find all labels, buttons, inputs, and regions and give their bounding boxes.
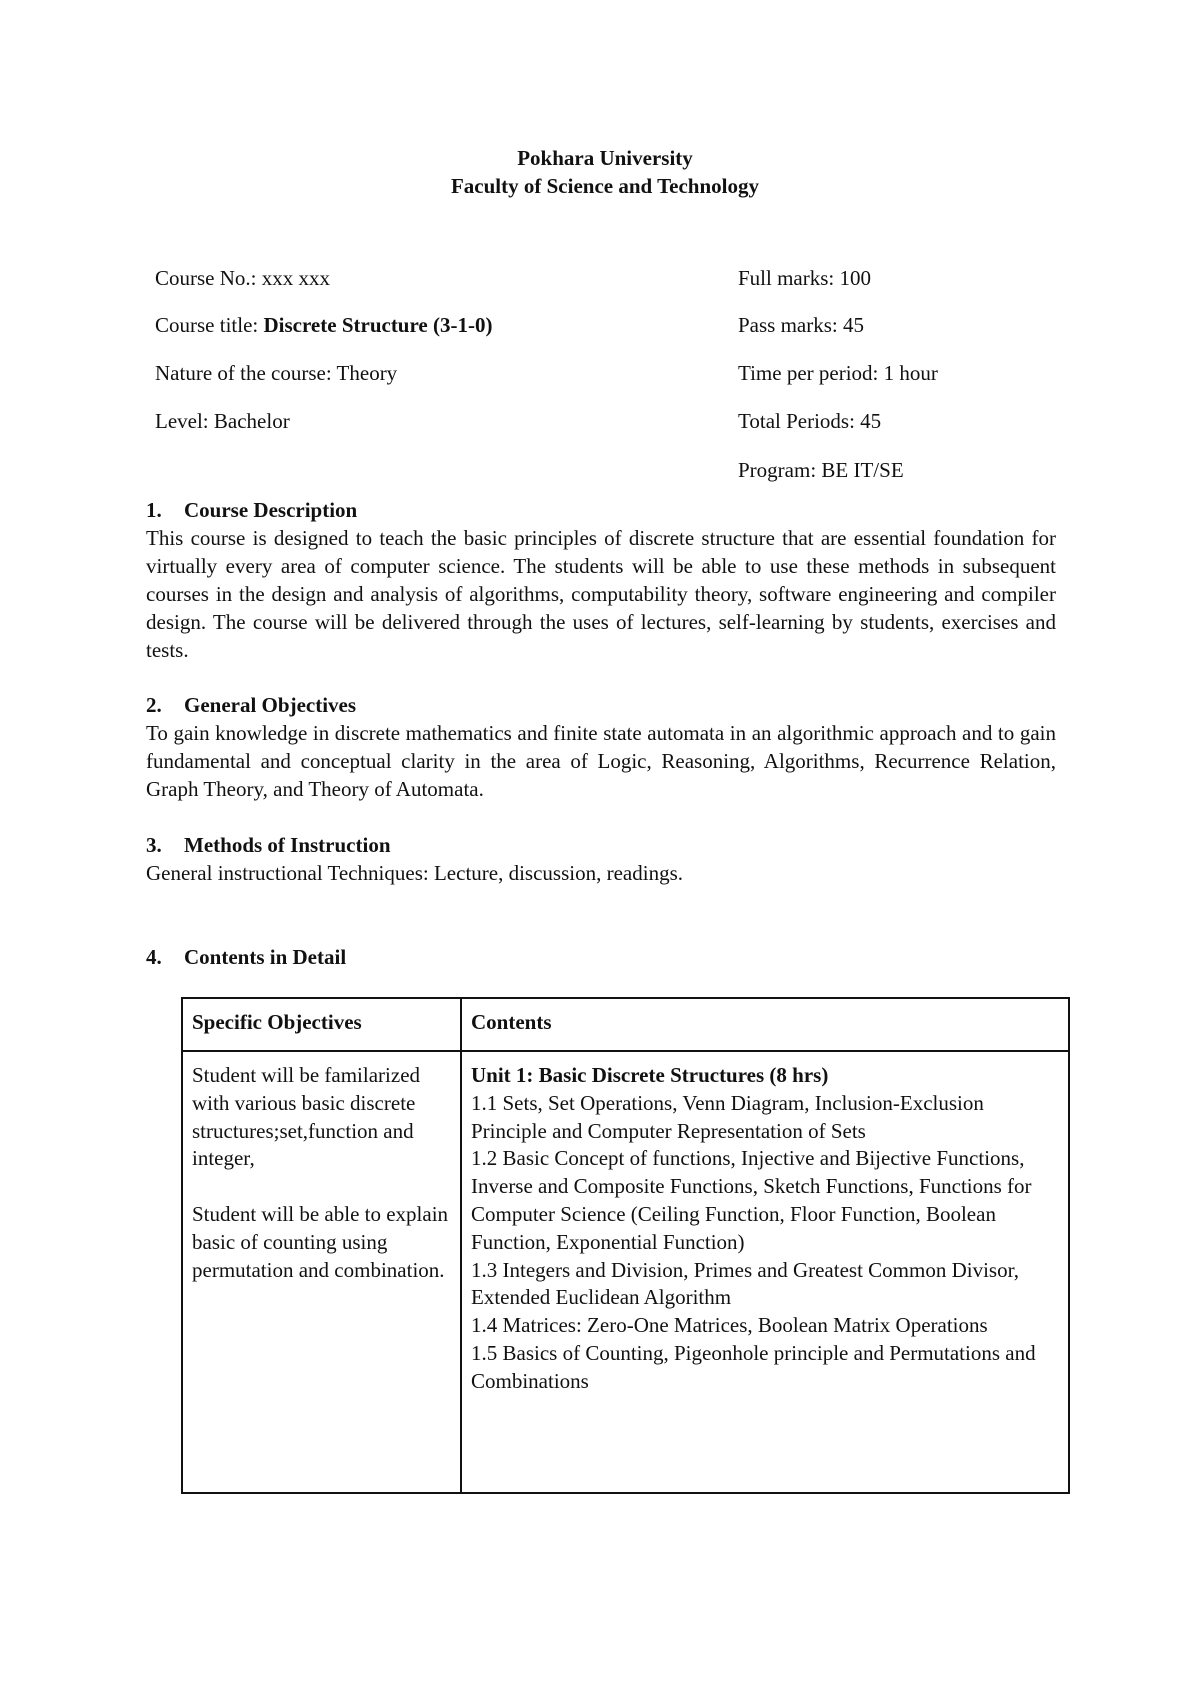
section-2-title: General Objectives	[184, 693, 357, 717]
table-row	[182, 1051, 1069, 1493]
section-1-number: 1.	[146, 498, 162, 522]
header-contents: Contents	[461, 998, 1069, 1051]
contents-table	[181, 997, 1070, 1494]
general-objectives-text: To gain knowledge in discrete mathematics and finite state automata in an algorithmic approach and to gain fundamental and conceptual clarity in the area of Logic, Reasoning, Algorithms, Recurrence Relation, Graph Theory, and Theory of Automata.	[146, 721, 1056, 801]
methods-of-instruction-text: General instructional Techniques: Lecture, discussion, readings.	[146, 861, 683, 885]
faculty-title: Faculty of Science and Technology	[450, 174, 760, 198]
course-title-label: Course title:	[155, 313, 264, 337]
section-1-heading	[146, 498, 357, 523]
section-4-number: 4.	[146, 945, 162, 969]
course-nature: Nature of the course: Theory	[155, 361, 398, 385]
full-marks: Full marks: 100	[738, 266, 872, 290]
section-2-number: 2.	[146, 693, 162, 717]
header-specific-objectives: Specific Objectives	[182, 998, 461, 1051]
course-title	[155, 313, 492, 338]
table-header-row	[182, 998, 1069, 1051]
section-3-heading	[146, 833, 391, 858]
section-3-title: Methods of Instruction	[184, 833, 391, 857]
content-item: 1.1 Sets, Set Operations, Venn Diagram, Inclusion-Exclusion Principle and Computer Representation of Sets	[471, 1090, 984, 1143]
course-number: Course No.: xxx xxx	[155, 266, 330, 290]
course-level: Level: Bachelor	[155, 409, 290, 433]
section-2-heading	[146, 693, 356, 718]
section-4-heading	[146, 945, 346, 970]
course-title-value: Discrete Structure (3-1-0)	[263, 313, 493, 337]
contents-cell	[461, 1051, 1069, 1493]
course-description-text: This course is designed to teach the basic principles of discrete structure that are essential foundation for virtually every area of computer science. The students will be able to use these methods in subsequent courses in the design and analysis of algorithms, computability theory, software engineering and compiler design. The course will be delivered through the uses of lectures, self-learning by students, exercises and tests.	[146, 526, 1056, 662]
objective-item: Student will be familarized with various basic discrete structures;set,function and integer,	[192, 1063, 421, 1171]
time-per-period: Time per period: 1 hour	[738, 361, 938, 385]
objective-spacer	[192, 1173, 452, 1201]
section-1-title: Course Description	[184, 498, 358, 522]
section-3-number: 3.	[146, 833, 162, 857]
content-item: 1.5 Basics of Counting, Pigeonhole principle and Permutations and Combinations	[471, 1340, 1036, 1393]
pass-marks: Pass marks: 45	[738, 313, 864, 337]
unit-title: Unit 1: Basic Discrete Structures (8 hrs)	[471, 1063, 829, 1087]
section-4-title: Contents in Detail	[184, 945, 347, 969]
content-item: 1.4 Matrices: Zero-One Matrices, Boolean Matrix Operations	[471, 1313, 988, 1338]
university-title: Pokhara University	[517, 146, 693, 170]
objectives-cell	[182, 1051, 461, 1493]
program: Program: BE IT/SE	[738, 458, 904, 482]
content-item: 1.3 Integers and Division, Primes and Greatest Common Divisor, Extended Euclidean Algorithm	[471, 1257, 1019, 1310]
objective-item: Student will be able to explain basic of counting using permutation and combination.	[192, 1202, 449, 1282]
content-item: 1.2 Basic Concept of functions, Injective and Bijective Functions, Inverse and Composite Functions, Sketch Functions, Functions for Computer Science (Ceiling Function, Floor Function, Boolean Function, Exponential Function)	[471, 1146, 1032, 1254]
total-periods: Total Periods: 45	[738, 409, 882, 433]
